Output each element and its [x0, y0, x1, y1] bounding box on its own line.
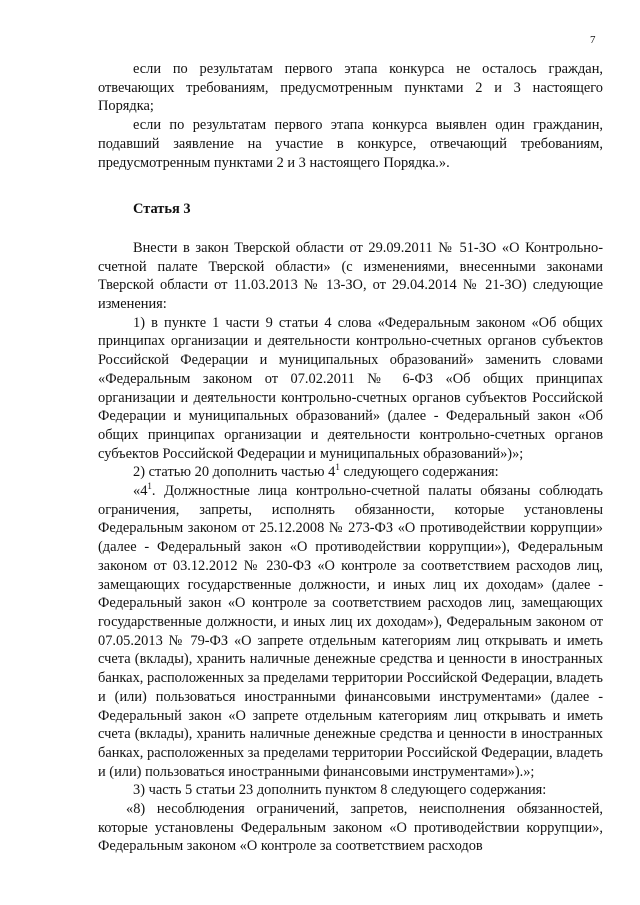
- paragraph-text: следующего содержания:: [339, 464, 499, 481]
- superscript: 1: [335, 462, 340, 473]
- paragraph: 3) часть 5 статьи 23 дополнить пунктом 8 следующего содержания:: [133, 782, 547, 799]
- page-number: 7: [590, 34, 596, 46]
- paragraph-text: «4: [133, 483, 148, 500]
- paragraph: «8) несоблюдения ограничений, запретов, неисполнения обязанностей, которые установлены Федеральным законом «О противодействии коррупции», Федеральным законом «О контроле за соответствием расходов: [98, 801, 603, 855]
- article-heading: Статья 3: [133, 201, 191, 218]
- paragraph: [98, 463, 603, 482]
- paragraph: если по результатам первого этапа конкурса не осталось граждан, отвечающих требованиям, предусмотренным пунктами 2 и 3 настоящего Порядка;: [98, 61, 603, 115]
- paragraph: 1) в пункте 1 части 9 статьи 4 слова «Федеральным законом «Об общих принципах организации и деятельности контрольно-счетных органов субъектов Российской Федерации и муниципальных образований» заменить словами «Федеральным законом от 07.02.2011 № 6-ФЗ «Об общих принципах организации и деятельности контрольно-счетных органов субъектов Российской Федерации и муниципальных образований» (далее - Федеральный закон «Об общих принципах организации и деятельности контрольно-счетных органов субъектов Российской Федерации и муниципальных образований»)»;: [98, 314, 603, 462]
- paragraph-text: . Должностные лица контрольно-счетной палаты обязаны соблюдать ограничения, запреты, исполнять обязанности, которые установлены Федеральным законом от 25.12.2008 № 273-ФЗ «О противодействии коррупции» (далее - Федеральный закон «О противодействии коррупции»), Федеральным законом от 03.12.2012 № 230-ФЗ «О контроле за соответствием расходов лиц, замещающих государственные должности, и иных лиц их доходам» (далее - Федеральный закон «О контроле за соответствием расходов лиц, замещающих государственные должности, и иных лиц их доходам»), Федеральным законом от 07.05.2013 № 79-ФЗ «О запрете отдельным категориям лиц открывать и иметь счета (вклады), хранить наличные денежные средства и ценности в иностранных банках, расположенных за пределами территории Российской Федерации, владеть и (или) пользоваться иностранными финансовыми инструментами» (далее - Федеральный закон «О запрете отдельным категориям лиц открывать и иметь счета (вклады), хранить наличные денежные средства и ценности в иностранных банках, расположенных за пределами территории Российской Федерации, владеть и (или) пользоваться иностранными финансовыми инструментами»).»;: [98, 483, 603, 780]
- paragraph: если по результатам первого этапа конкурса выявлен один гражданин, подавший заявление на участие в конкурсе, отвечающий требованиям, предусмотренным пунктами 2 и 3 настоящего Порядка.».: [98, 117, 603, 171]
- superscript: 1: [147, 481, 152, 492]
- document-body: [98, 60, 603, 856]
- paragraph-text: 2) статью 20 дополнить частью 4: [133, 464, 336, 481]
- paragraph: Внести в закон Тверской области от 29.09.2011 № 51-ЗО «О Контрольно-счетной палате Тверской области» (с изменениями, внесенными законами Тверской области от 11.03.2013 № 13-ЗО, от 29.04.2014 № 21-ЗО) следующие изменения:: [98, 239, 603, 313]
- paragraph: [98, 482, 603, 781]
